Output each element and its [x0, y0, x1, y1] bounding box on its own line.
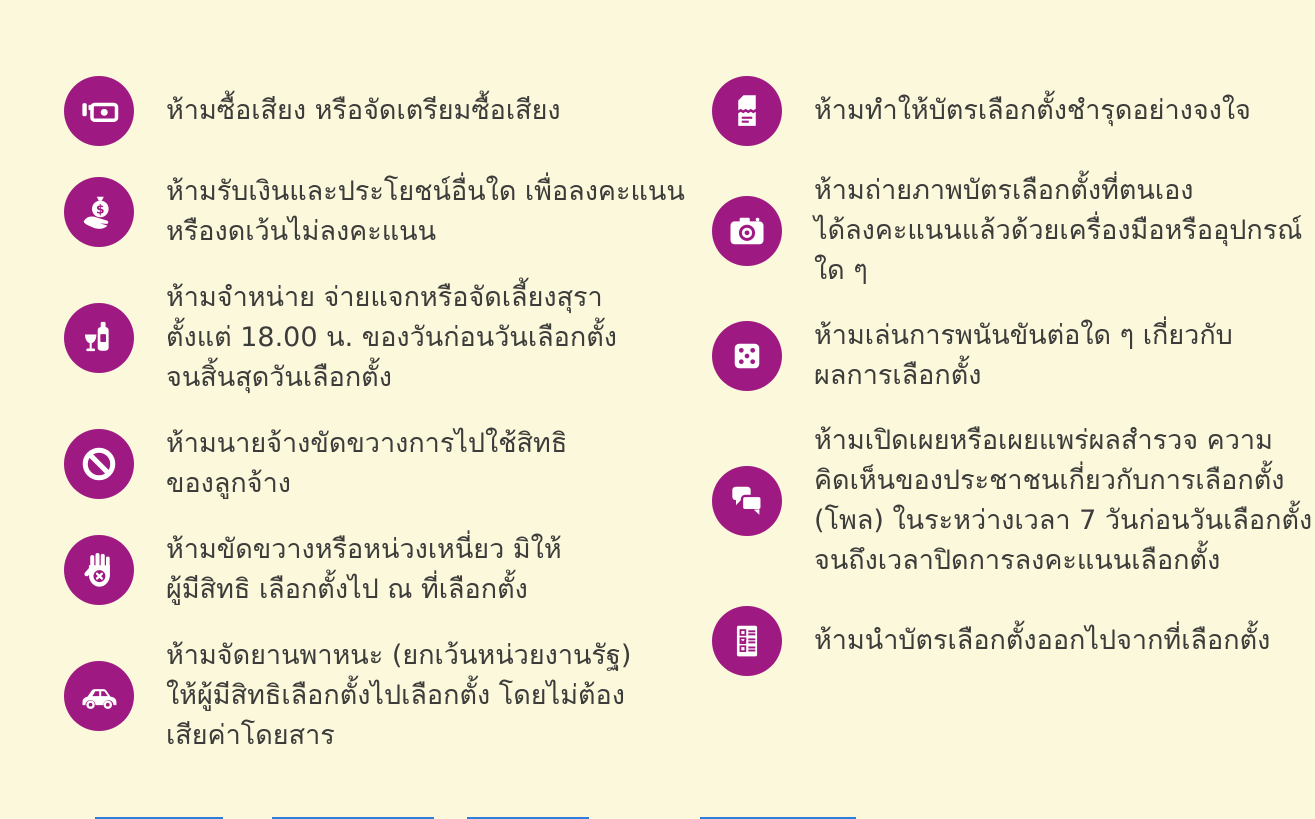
rule-line: (โพล) ในระหว่างเวลา 7 วันก่อนวันเลือกตั้ง	[814, 505, 1313, 536]
stop-hand-icon	[64, 535, 134, 605]
rule-text	[166, 278, 617, 398]
rule-line: ห้ามซื้อเสียง หรือจัดเตรียมซื้อเสียง	[166, 95, 561, 126]
rule-line: ให้ผู้มีสิทธิเลือกตั้งไปเลือกตั้ง โดยไม่ต้อง	[166, 680, 625, 711]
rule-line: เสียค่าโดยสาร	[166, 720, 335, 751]
rule-text	[166, 530, 562, 610]
rule-line: ห้ามจัดยานพาหนะ (ยกเว้นหน่วยงานรัฐ)	[166, 640, 632, 671]
rule-line: ห้ามรับเงินและประโยชน์อื่นใด เพื่อลงคะแนน	[166, 176, 685, 207]
rule-text	[814, 621, 1270, 661]
rule-item-left-3	[64, 278, 642, 398]
rule-line: ห้ามถ่ายภาพบัตรเลือกตั้งที่ตนเอง	[814, 175, 1194, 206]
rule-line: หรืองดเว้นไม่ลงคะแนน	[166, 216, 437, 247]
svg-text:$: $	[96, 202, 105, 217]
rule-line: ใด ๆ	[814, 255, 868, 286]
rule-line: ได้ลงคะแนนแล้วด้วยเครื่องมือหรืออุปกรณ์	[814, 215, 1303, 246]
camera-icon	[712, 196, 782, 266]
rule-line: ผู้มีสิทธิ เลือกตั้งไป ณ ที่เลือกตั้ง	[166, 574, 528, 605]
rule-line: ห้ามเปิดเผยหรือเผยแพร่ผลสำรวจ ความ	[814, 425, 1273, 456]
rule-line: ห้ามทำให้บัตรเลือกตั้งชำรุดอย่างจงใจ	[814, 95, 1251, 126]
rule-text	[814, 316, 1233, 396]
rule-line: ห้ามเล่นการพนันขันต่อใด ๆ เกี่ยวกับ	[814, 320, 1233, 351]
money-bag-hand-icon	[64, 177, 134, 247]
rule-line: ตั้งแต่ 18.00 น. ของวันก่อนวันเลือกตั้ง	[166, 322, 617, 353]
torn-ballot-icon	[712, 76, 782, 146]
rule-line: ผลการเลือกตั้ง	[814, 360, 982, 391]
rule-item-right-5	[712, 606, 1312, 676]
rules-column-left	[64, 76, 685, 756]
rule-item-right-1	[712, 76, 1312, 146]
rule-text	[166, 636, 631, 756]
rule-text	[814, 91, 1251, 131]
ballot-checklist-icon	[712, 606, 782, 676]
rule-item-right-3	[712, 316, 1312, 396]
dice-icon	[712, 321, 782, 391]
rule-line: จนถึงเวลาปิดการลงคะแนนเลือกตั้ง	[814, 545, 1221, 576]
rule-line: จนสิ้นสุดวันเลือกตั้ง	[166, 362, 392, 393]
rule-item-left-6	[64, 636, 642, 756]
rule-line: ห้ามจำหน่าย จ่ายแจกหรือจัดเลี้ยงสุรา	[166, 282, 603, 313]
banknote-icon	[64, 76, 134, 146]
rule-text	[166, 91, 561, 131]
prohibition-sign-icon	[64, 429, 134, 499]
rule-text	[166, 424, 567, 504]
rule-item-right-2	[712, 171, 1312, 291]
rule-item-left-5	[64, 530, 642, 610]
chat-bubbles-icon	[712, 466, 782, 536]
rule-text	[166, 172, 685, 252]
rule-line: ห้ามขัดขวางหรือหน่วงเหนี่ยว มิให้	[166, 534, 562, 565]
rule-item-left-1	[64, 76, 642, 146]
rule-line: ห้ามนำบัตรเลือกตั้งออกไปจากที่เลือกตั้ง	[814, 625, 1271, 656]
rule-line: คิดเห็นของประชาชนเกี่ยวกับการเลือกตั้ง	[814, 465, 1285, 496]
rule-line: ของลูกจ้าง	[166, 468, 291, 499]
rule-text	[814, 421, 1312, 581]
rule-item-left-4	[64, 424, 642, 504]
rule-item-left-2	[64, 172, 685, 252]
prohibition-rules-board	[64, 76, 1313, 756]
rule-text	[814, 171, 1302, 291]
rule-item-right-4	[712, 421, 1312, 581]
rule-line: ห้ามนายจ้างขัดขวางการไปใช้สิทธิ	[166, 428, 568, 459]
car-icon	[64, 661, 134, 731]
alcohol-bottle-glass-icon	[64, 303, 134, 373]
rules-column-right	[712, 76, 1312, 756]
